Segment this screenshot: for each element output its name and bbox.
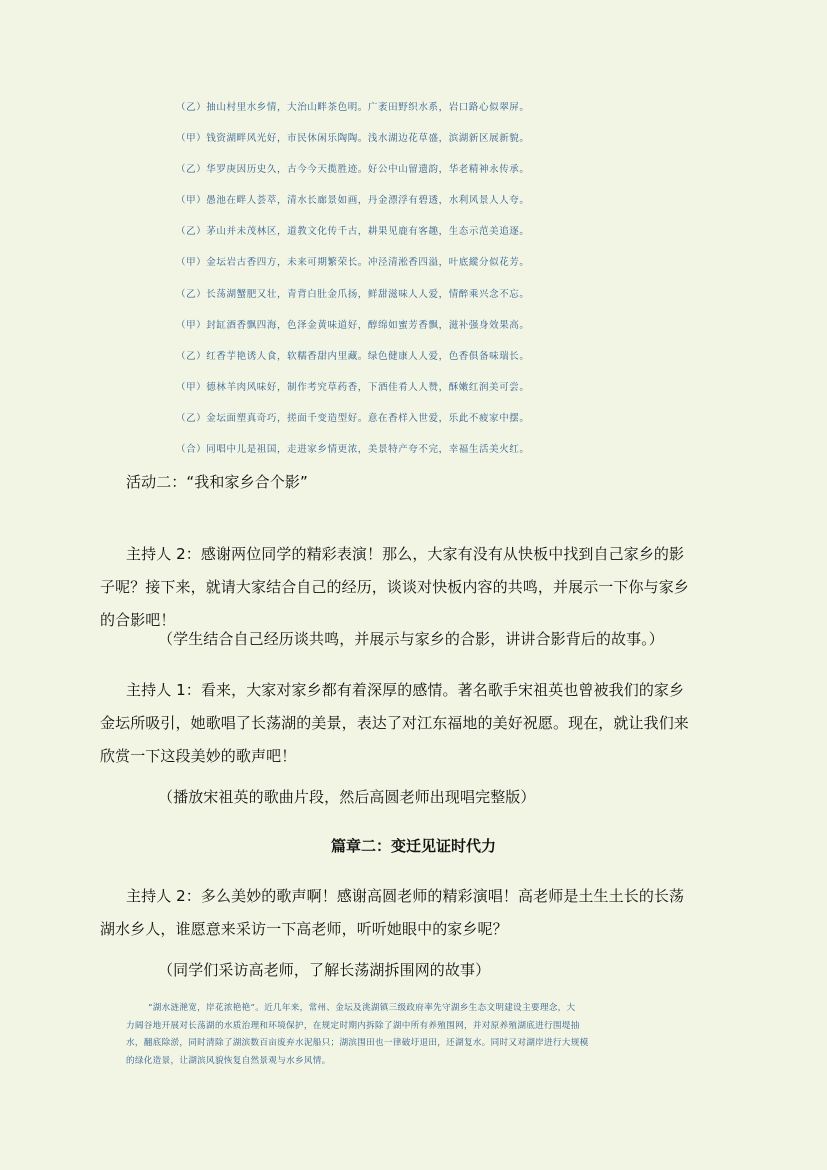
chapter-2-heading: 篇章二：变迁见证时代力 bbox=[330, 837, 496, 855]
note-line: 力阔谷地开展对长荡湖的水质治理和环境保护，在规定时期内拆除了湖中所有养殖围网，并对原养殖湖底进行围堤抽 bbox=[126, 1020, 580, 1031]
note-line: 水，翻底除淤，同时清除了湖滨数百亩废弃水泥船只；湖滨围田也一律破圩退田，还湖复水。同时又对湖岸进行大规模 bbox=[126, 1038, 589, 1048]
paragraph-line: 主持人 1：看来，大家对家乡都有着深厚的感情。著名歌手宋祖英也曾被我们的家乡 bbox=[126, 681, 685, 699]
background-note bbox=[126, 1000, 706, 1070]
host1-paragraph bbox=[100, 674, 706, 773]
kuaiban-verses bbox=[176, 96, 556, 469]
paragraph-line: （学生结合自己经历谈共鸣，并展示与家乡的合影，讲讲合影背后的故事。） bbox=[158, 630, 664, 648]
verse-line: （合）同唱中儿是祖国，走进家乡情更浓，美景特产夸不完，幸福生活美火红。 bbox=[176, 444, 530, 456]
paragraph-line: 主持人 2：多么美妙的歌声啊！感谢高圆老师的精彩演唱！高老师是土生土长的长荡 bbox=[126, 887, 685, 905]
paragraph-line: 活动二：“我和家乡合个影” bbox=[126, 473, 308, 491]
verse-line: （乙）茅山并未茂林区，道教文化传千古，耕果见鹿有客趣，生态示范美追逐。 bbox=[176, 226, 530, 238]
paragraph-line: 主持人 2：感谢两位同学的精彩表演！那么，大家有没有从快板中找到自己家乡的影 bbox=[126, 545, 685, 563]
paragraph-line: 子呢？接下来，就请大家结合自己的经历，谈谈对快板内容的共鸣，并展示一下你与家乡 bbox=[100, 578, 689, 596]
verse-line: （甲）愚池在畔人荟萃，清水长廊景如画，丹金漂浮有碧透，水利风景人人夸。 bbox=[176, 195, 530, 207]
paragraph-line: （播放宋祖英的歌曲片段，然后高圆老师出现唱完整版） bbox=[158, 788, 536, 806]
verse-line: （甲）金坛岩古香四方，未来可期繁荣长。冲泾清淞香四溢，叶底縱分似花芳。 bbox=[176, 257, 530, 269]
note-line: 的绿化造景，让湖滨风貌恢复自然景观与水乡风情。 bbox=[126, 1055, 331, 1066]
paragraph-line: 金坛所吸引，她歌唱了长荡湖的美景，表达了对江东福地的美好祝愿。现在，就让我们来 bbox=[100, 714, 689, 732]
activity-2-title bbox=[126, 466, 706, 499]
stage-direction-1 bbox=[158, 623, 738, 656]
verse-line: （甲）德林羊肉风味好，制作考究草药香，下酒佳肴人人赞，酥嫩红润美可尝。 bbox=[176, 381, 530, 393]
verse-line: （甲）钱资湖畔风光好，市民休闲乐陶陶。浅水湖边花草盛，滨湖新区展新貌。 bbox=[176, 133, 530, 145]
verse-line: （乙）长荡湖蟹肥又壮，青背白肚金爪扬，鲜甜滋味人人爱，情醉乘兴念不忘。 bbox=[176, 288, 530, 300]
paragraph-line: （同学们采访高老师，了解长荡湖拆围网的故事） bbox=[158, 961, 491, 979]
paragraph-line: 欣赏一下这段美妙的歌声吧！ bbox=[100, 747, 297, 765]
host2-paragraph-2 bbox=[100, 880, 706, 946]
stage-direction-2 bbox=[158, 781, 738, 814]
stage-direction-3 bbox=[158, 954, 738, 987]
paragraph-line: 湖水乡人，谁愿意来采访一下高老师，听听她眼中的家乡呢？ bbox=[100, 920, 508, 938]
verse-line: （乙）华罗庚因历史久，古今今天揽胜迹。好公中山留遗韵，华老精神永传承。 bbox=[176, 164, 530, 176]
note-line: “湖水涟滟宽，岸花浓艳艳”。近几年来，常州、金坛及洮湖镇三级政府率先守湖乡生态文明建设主要理念，大 bbox=[148, 1003, 576, 1013]
verse-line: （乙）金坛面塑真奇巧，搓面千变造型好。意在香样入世爱，乐此不疲家中摆。 bbox=[176, 412, 530, 424]
verse-line: （乙）红香芋艳诱人食，软糯香甜内里藏。绿色健康人人爱，色香俱备味瑞长。 bbox=[176, 350, 530, 362]
verse-line: （甲）封缸酒香飘四海，色泽金黄味道好，醇绵如蜜芳香飘，滋补强身效果高。 bbox=[176, 319, 530, 331]
verse-line: （乙）抽山村里水乡情，大治山畔茶色明。广袤田野织水系，岩口路心似翠屏。 bbox=[176, 102, 530, 113]
paragraph-line: 的合影吧！ bbox=[100, 611, 176, 629]
